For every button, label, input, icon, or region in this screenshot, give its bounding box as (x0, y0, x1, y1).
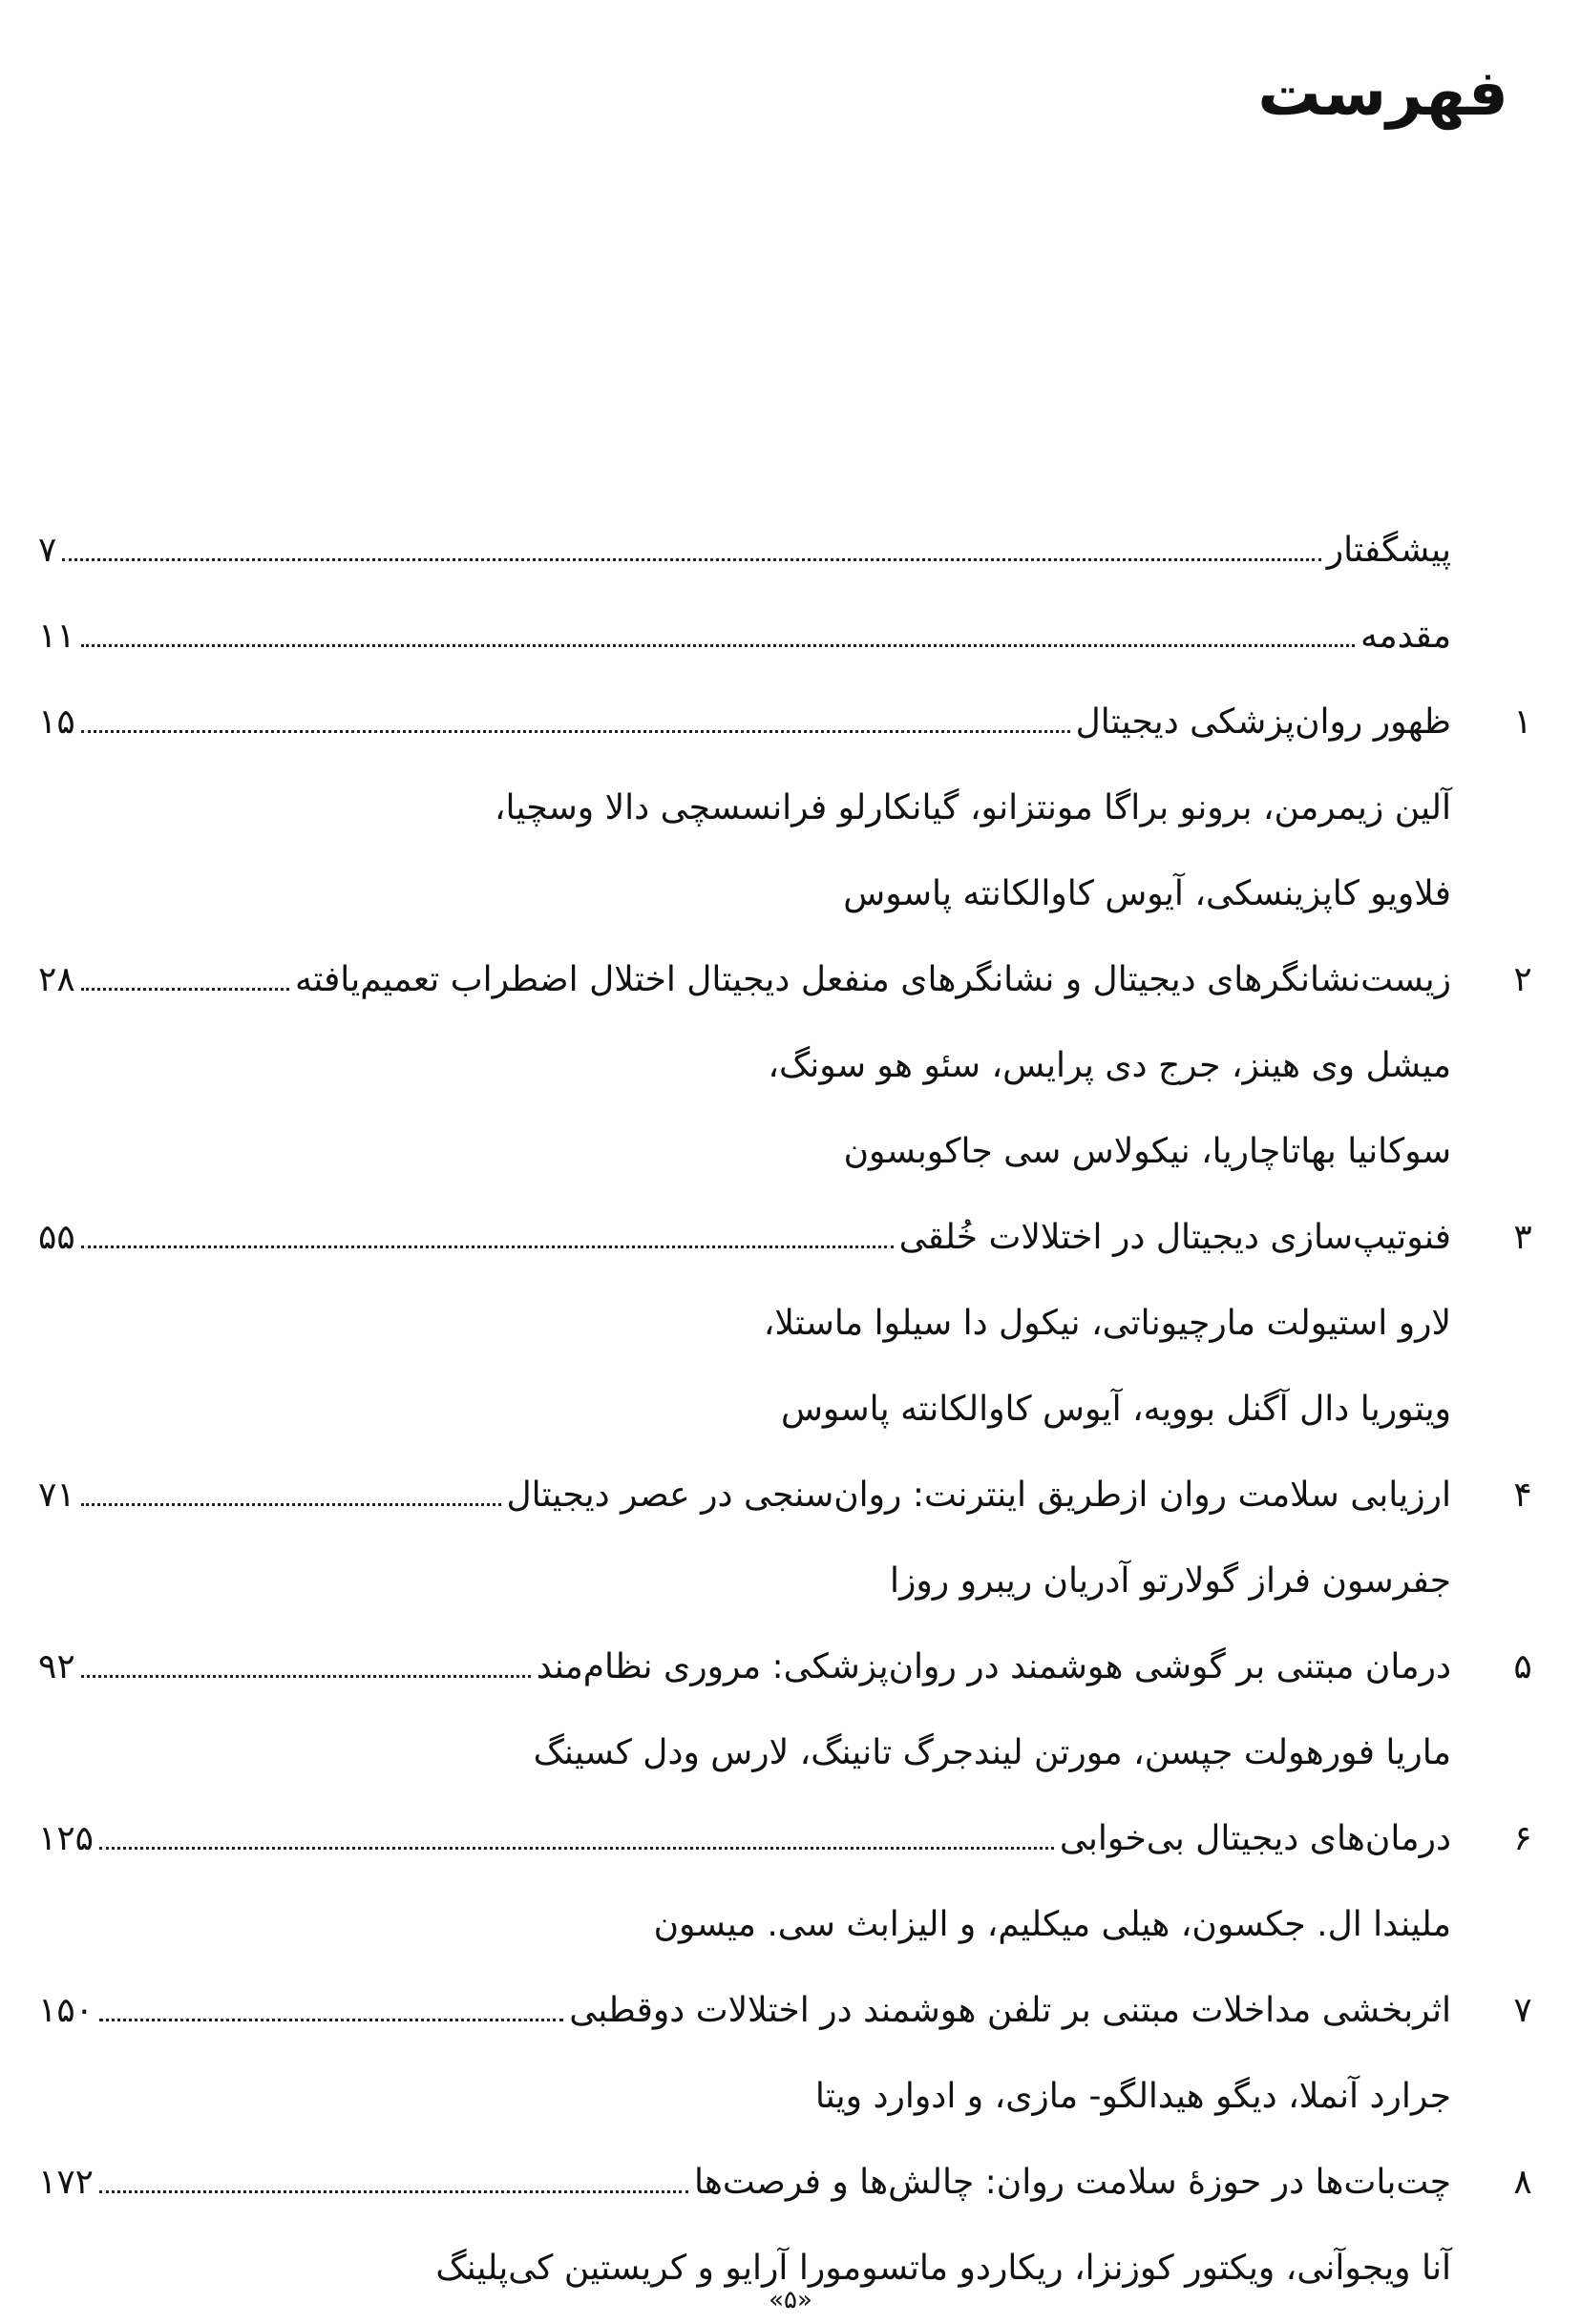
page-ref: ۹۲ (38, 1647, 75, 1686)
authors-text: ملیندا ال. جکسون، هیلی میکلیم، و الیزابث سی. میسون (653, 1905, 1451, 1944)
chapter-number: ۳ (1513, 1218, 1532, 1257)
toc-entry (38, 1968, 1532, 2054)
authors-line (38, 1023, 1451, 1109)
toc-entry (38, 1453, 1532, 1539)
toc-entry (38, 508, 1451, 594)
authors-line (38, 1882, 1451, 1968)
page-ref: ۱۷۲ (38, 2163, 95, 2202)
dot-leader (81, 1246, 894, 1248)
entry-title: پیشگفتار (1326, 531, 1451, 570)
entry-title: ظهور روان‌پزشکی دیجیتال (1075, 702, 1451, 742)
toc-entry (38, 1624, 1532, 1710)
dot-leader (99, 2019, 563, 2021)
authors-line (38, 851, 1451, 937)
toc-entry (38, 2140, 1532, 2226)
authors-text: آلین زیمرمن، برونو براگا مونتزانو، گیانکارلو فرانسسچی دالا وسچیا، (494, 788, 1451, 827)
entry-title: زیست‌نشانگرهای دیجیتال و نشانگرهای منفعل دیجیتال اختلال اضطراب تعمیم‌یافته (294, 960, 1451, 999)
dot-leader (81, 1675, 531, 1678)
dot-leader (99, 1847, 1054, 1850)
dot-leader (81, 730, 1070, 733)
authors-text: آنا ویجوآنی، ویکتور کوزنزا، ریکاردو ماتسومورا آرایو و کریستین کی‌پلینگ (435, 2249, 1451, 2288)
authors-text: جفرسون فراز گولارتو آدریان ریبرو روزا (890, 1561, 1451, 1601)
authors-line (38, 1539, 1451, 1624)
toc-entry (38, 1796, 1532, 1882)
authors-line (38, 1109, 1451, 1195)
authors-text: فلاویو کاپزینسکی، آیوس کاوالکانته پاسوس (843, 874, 1451, 913)
authors-text: ماریا فورهولت جپسن، مورتن لیندجرگ تانینگ، لارس ودل کسینگ (533, 1733, 1451, 1772)
page-ref: ۷۱ (38, 1476, 75, 1515)
chapter-number: ۷ (1513, 1991, 1532, 2030)
page-ref: ۵۵ (38, 1218, 75, 1257)
dot-leader (81, 988, 289, 991)
toc-entry (38, 680, 1532, 765)
authors-text: ویتوریا دال آگنل بوویه، آیوس کاوالکانته پاسوس (780, 1390, 1451, 1429)
entry-title: اثربخشی مداخلات مبتنی بر تلفن هوشمند در اختلالات دوقطبی (569, 1991, 1451, 2030)
authors-text: جرارد آنملا، دیگو هیدالگو- مازی، و ادوارد ویتا (814, 2077, 1451, 2116)
dot-leader (81, 644, 1355, 647)
page-title: فهرست (1257, 56, 1508, 130)
page-ref: ۲۸ (38, 960, 75, 999)
toc-entry (38, 937, 1532, 1023)
chapter-number: ۸ (1513, 2163, 1532, 2202)
page-number: «۵» (769, 2286, 812, 2314)
page-ref: ۱۲۵ (38, 1819, 95, 1858)
chapter-number: ۵ (1513, 1647, 1532, 1686)
table-of-contents (38, 508, 1532, 2312)
authors-text: سوکانیا بهاتاچاریا، نیکولاس سی جاکوبسون (843, 1132, 1451, 1171)
authors-text: لارو استیولت مارچیوناتی، نیکول دا سیلوا ماستلا، (763, 1304, 1451, 1343)
entry-title: ارزیابی سلامت روان ازطریق اینترنت: روان‌سنجی در عصر دیجیتال (506, 1476, 1451, 1515)
toc-entry (38, 1195, 1532, 1281)
dot-leader (99, 2190, 688, 2193)
page-ref: ۱۵۰ (38, 1991, 95, 2030)
chapter-number: ۲ (1513, 960, 1532, 999)
entry-title: درمان مبتنی بر گوشی هوشمند در روان‌پزشکی: مروری نظام‌مند (536, 1647, 1451, 1686)
entry-title: مقدمه (1360, 617, 1451, 656)
authors-line (38, 1281, 1451, 1367)
dot-leader (62, 558, 1320, 561)
entry-title: درمان‌های دیجیتال بی‌خوابی (1059, 1819, 1451, 1858)
entry-title: فنوتیپ‌سازی دیجیتال در اختلالات خُلقی (898, 1218, 1451, 1257)
page-ref: ۷ (38, 531, 57, 570)
page-ref: ۱۵ (38, 702, 75, 742)
authors-line (38, 1710, 1451, 1796)
authors-text: میشل وی هینز، جرج دی پرایس، سئو هو سونگ، (768, 1046, 1451, 1085)
page-ref: ۱۱ (38, 617, 75, 656)
authors-line (38, 2054, 1451, 2140)
chapter-number: ۶ (1513, 1819, 1532, 1858)
authors-line (38, 1367, 1451, 1453)
authors-line (38, 765, 1451, 851)
dot-leader (81, 1503, 501, 1506)
toc-entry (38, 594, 1451, 680)
chapter-number: ۴ (1513, 1476, 1532, 1515)
entry-title: چت‌بات‌ها در حوزهٔ سلامت روان: چالش‌ها و فرصت‌ها (693, 2163, 1451, 2202)
chapter-number: ۱ (1513, 702, 1532, 742)
